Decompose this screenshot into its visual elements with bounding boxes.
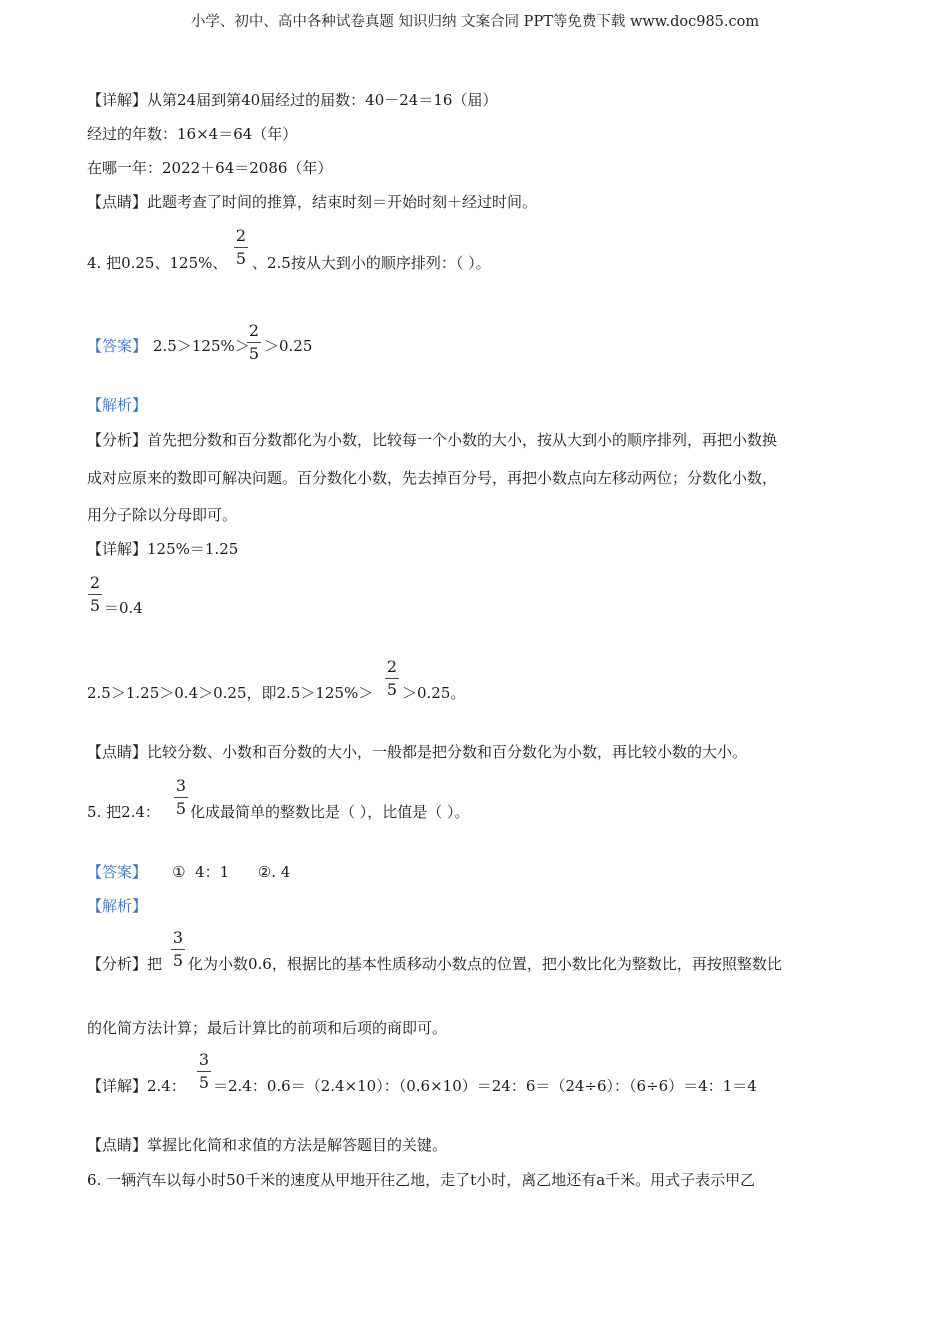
q5-detail-part-2: ＝2.4：0.6＝（2.4×10）：（0.6×10）＝24：6＝（24÷6）：（6÷6）＝4：1＝4 — [213, 1077, 757, 1095]
q4-analysis-line-1: 【分析】首先把分数和百分数都化为小数，比较每一个小数的大小，按从大到小的顺序排列，再把小数换 — [87, 431, 778, 449]
q5-stem-fraction — [174, 778, 188, 817]
q4-stem-fraction — [234, 228, 248, 267]
q4-detail-line-3-part-2: ＞0.25。 — [402, 684, 466, 702]
fraction-numerator: 3 — [172, 928, 184, 947]
q4-stem-part-1: 4. 把0.25、125%、 — [87, 254, 228, 272]
q5-analysis-tag: 【解析】 — [87, 897, 148, 915]
fraction-bar — [174, 797, 188, 798]
fraction-numerator: 2 — [386, 657, 398, 676]
q6-stem: 6. 一辆汽车以每小时50千米的速度从甲地开往乙地，走了t小时，离乙地还有a千米。用式子表示甲乙 — [87, 1171, 756, 1189]
q4-detail-line-1: 【详解】125%＝1.25 — [87, 540, 239, 558]
q5-analysis-part-2: 化为小数0.6，根据比的基本性质移动小数点的位置，把小数比化为整数比，再按照整数比 — [188, 955, 782, 973]
fraction-denominator: 5 — [235, 249, 247, 268]
fraction-denominator: 5 — [198, 1073, 210, 1092]
q4-detail-line-3-part-1: 2.5＞1.25＞0.4＞0.25，即2.5＞125%＞ — [87, 684, 374, 702]
q5-answer-tag: 【答案】 — [87, 863, 148, 881]
q5-answer-body: ① 4：1 ②. 4 — [153, 863, 291, 881]
fraction-numerator: 2 — [89, 573, 101, 592]
fraction-denominator: 5 — [248, 344, 260, 363]
q4-stem-part-2: 、2.5按从大到小的顺序排列：（ ）。 — [252, 254, 491, 272]
q4-answer-part-2: ＞0.25 — [264, 337, 313, 355]
fraction-bar — [171, 949, 185, 950]
q4-tip: 【点睛】比较分数、小数和百分数的大小，一般都是把分数和百分数化为小数，再比较小数的大小。 — [87, 743, 748, 761]
q3-detail-line-3: 在哪一年：2022＋64＝2086（年） — [87, 159, 333, 177]
q3-detail-line-1: 【详解】从第24届到第40届经过的届数：40－24＝16（届） — [87, 91, 498, 109]
q4-answer-fraction — [247, 323, 261, 362]
fraction-denominator: 5 — [175, 799, 187, 818]
q5-stem-part-2: 化成最简单的整数比是（ ），比值是（ ）。 — [190, 803, 470, 821]
q5-detail-part-1: 【详解】2.4： — [87, 1077, 186, 1095]
fraction-denominator: 5 — [386, 680, 398, 699]
fraction-numerator: 3 — [198, 1050, 210, 1069]
q4-analysis-tag: 【解析】 — [87, 396, 148, 414]
fraction-denominator: 5 — [89, 596, 101, 615]
q4-analysis-line-2: 成对应原来的数即可解决问题。百分数化小数，先去掉百分号，再把小数点向左移动两位；分数化小数， — [87, 469, 778, 487]
fraction-numerator: 2 — [235, 226, 247, 245]
q4-detail-line-2: ＝0.4 — [104, 599, 143, 617]
q5-analysis-part-1: 【分析】把 — [87, 955, 163, 973]
q4-detail-fraction — [88, 575, 102, 614]
fraction-bar — [247, 342, 261, 343]
q5-analysis-fraction — [171, 930, 185, 969]
fraction-denominator: 5 — [172, 951, 184, 970]
q5-detail-fraction — [197, 1052, 211, 1091]
q4-detail-line-3-fraction — [385, 659, 399, 698]
fraction-bar — [234, 247, 248, 248]
fraction-bar — [197, 1071, 211, 1072]
q5-stem-part-1: 5. 把2.4： — [87, 803, 160, 821]
fraction-numerator: 3 — [175, 776, 187, 795]
q3-detail-line-2: 经过的年数：16×4＝64（年） — [87, 125, 298, 143]
q4-answer-tag: 【答案】 — [87, 337, 148, 355]
q4-answer-part-1: 2.5＞125%＞ — [153, 337, 250, 355]
q3-tip: 【点睛】此题考查了时间的推算，结束时刻＝开始时刻＋经过时间。 — [87, 193, 538, 211]
fraction-bar — [385, 678, 399, 679]
fraction-bar — [88, 594, 102, 595]
page-header: 小学、初中、高中各种试卷真题 知识归纳 文案合同 PPT等免费下载 www.doc985.com — [190, 14, 760, 30]
q5-tip: 【点睛】掌握比化简和求值的方法是解答题目的关键。 — [87, 1136, 448, 1154]
q4-analysis-line-3: 用分子除以分母即可。 — [87, 506, 238, 524]
q5-analysis-line-2: 的化简方法计算；最后计算比的前项和后项的商即可。 — [87, 1019, 448, 1037]
fraction-numerator: 2 — [248, 321, 260, 340]
